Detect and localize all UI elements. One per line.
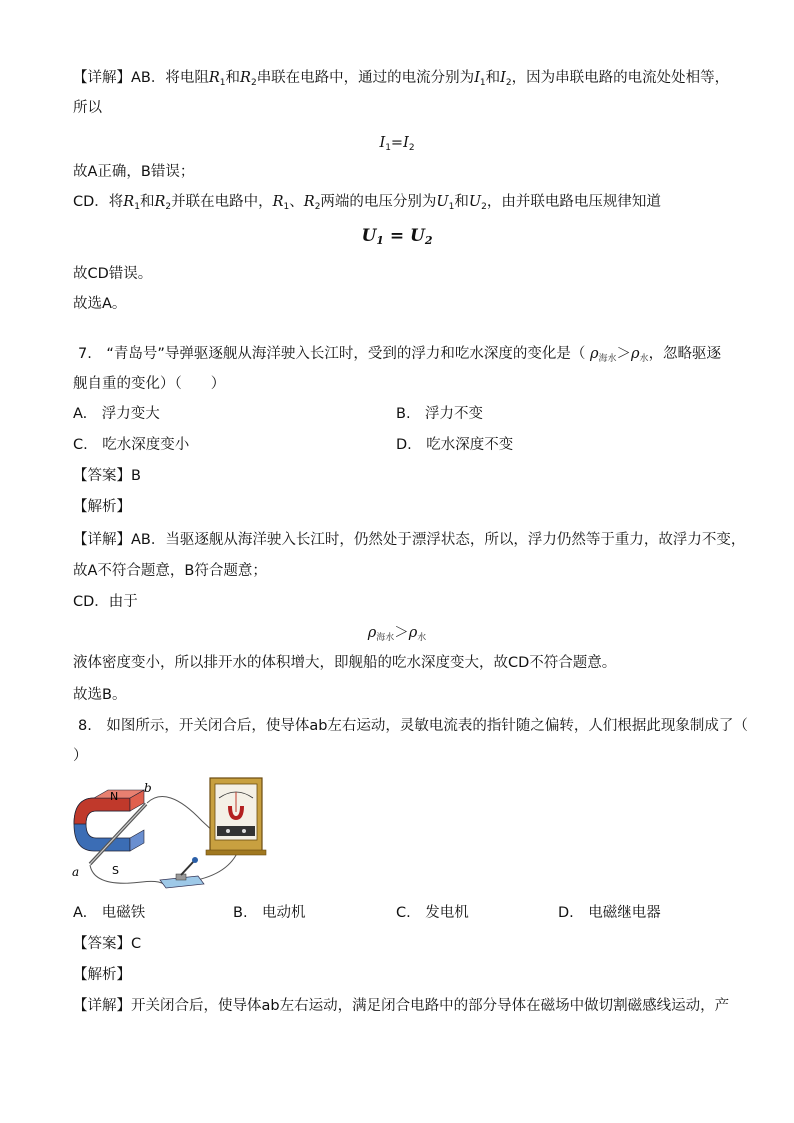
q7-option-c[interactable]: C. 吃水深度变小 (73, 437, 190, 453)
label-s: S (112, 864, 119, 877)
p6-detail-line-2: 所以 (73, 100, 102, 116)
p6-detail-line-5: CD．将$R_1$和$R_2$并联在电路中，$R_1$、$R_2$两端的电压分别为$U_1$和$U_2$，由并联电路电压规律知道 (73, 194, 661, 212)
q8-analysis: 【解析】 (73, 967, 131, 983)
q7-option-d[interactable]: D. 吃水深度不变 (396, 437, 514, 453)
q7-option-b[interactable]: B. 浮力不变 (396, 406, 484, 422)
label-b: b (144, 781, 152, 795)
q8-stem-line-2: ） (73, 748, 88, 764)
q7-option-a[interactable]: A. 浮力变大 (73, 406, 160, 422)
q7-detail-line-1: 【详解】AB．当驱逐舰从海洋驶入长江时，仍然处于漂浮状态，所以，浮力仍然等于重力，故浮力不变， (73, 532, 746, 548)
galvanometer-icon (206, 778, 266, 855)
q7-detail-line-2: 故A不符合题意，B符合题意； (73, 563, 267, 579)
switch-icon (160, 857, 204, 888)
label-a: a (72, 865, 80, 879)
q7-answer: 【答案】B (73, 468, 141, 484)
q8-stem-line-1: 8. 如图所示，开关闭合后，使导体ab左右运动，灵敏电流表的指针随之偏转，人们根据此现象制成了（ (78, 718, 748, 734)
q7-detail-line-3: CD．由于 (73, 594, 138, 610)
q8-option-a[interactable]: A. 电磁铁 (73, 905, 146, 921)
circuit-diagram (72, 776, 272, 896)
q8-option-c[interactable]: C. 发电机 (396, 905, 469, 921)
q8-answer: 【答案】C (73, 936, 142, 952)
density-inequality: $\rho_{海水}>\rho_水$ (367, 625, 427, 643)
q8-detail-line-1: 【详解】开关闭合后，使导体ab左右运动，满足闭合电路中的部分导体在磁场中做切割磁感线运动，产 (73, 998, 730, 1014)
label-n: N (110, 790, 119, 803)
p6-detail-line-4: 故A正确，B错误； (73, 164, 195, 180)
q7-stem-line-1: 7. “青岛号”导弹驱逐舰从海洋驶入长江时，受到的浮力和吃水深度的变化是（ $\rho_{海水}>\rho_水$，忽略驱逐 (78, 346, 722, 364)
q7-detail-line-4: 液体密度变小，所以排开水的体积增大，即舰船的吃水深度变大，故CD不符合题意。 (73, 655, 617, 671)
q8-option-d[interactable]: D. 电磁继电器 (558, 905, 661, 921)
wire-bottom-left (90, 865, 164, 884)
current-equation: $I_1=I_2$ (379, 135, 415, 153)
induction-experiment-figure (72, 776, 272, 896)
q8-option-b[interactable]: B. 电动机 (233, 905, 306, 921)
q7-analysis: 【解析】 (73, 499, 131, 515)
q7-detail-line-5: 故选B。 (73, 687, 127, 703)
p6-detail-line-1: 【详解】AB．将电阻$R_1$和$R_2$串联在电路中，通过的电流分别为$I_1$和$I_2$，因为串联电路的电流处处相等， (73, 70, 730, 88)
p6-detail-line-8: 故选A。 (73, 296, 127, 312)
q7-stem-line-2: 舰自重的变化）（ ） (73, 376, 226, 392)
p6-detail-line-7: 故CD错误。 (73, 266, 153, 282)
voltage-equation: $U_1 = U_2$ (361, 226, 433, 247)
detail-tag: 【详解】 (73, 70, 131, 86)
